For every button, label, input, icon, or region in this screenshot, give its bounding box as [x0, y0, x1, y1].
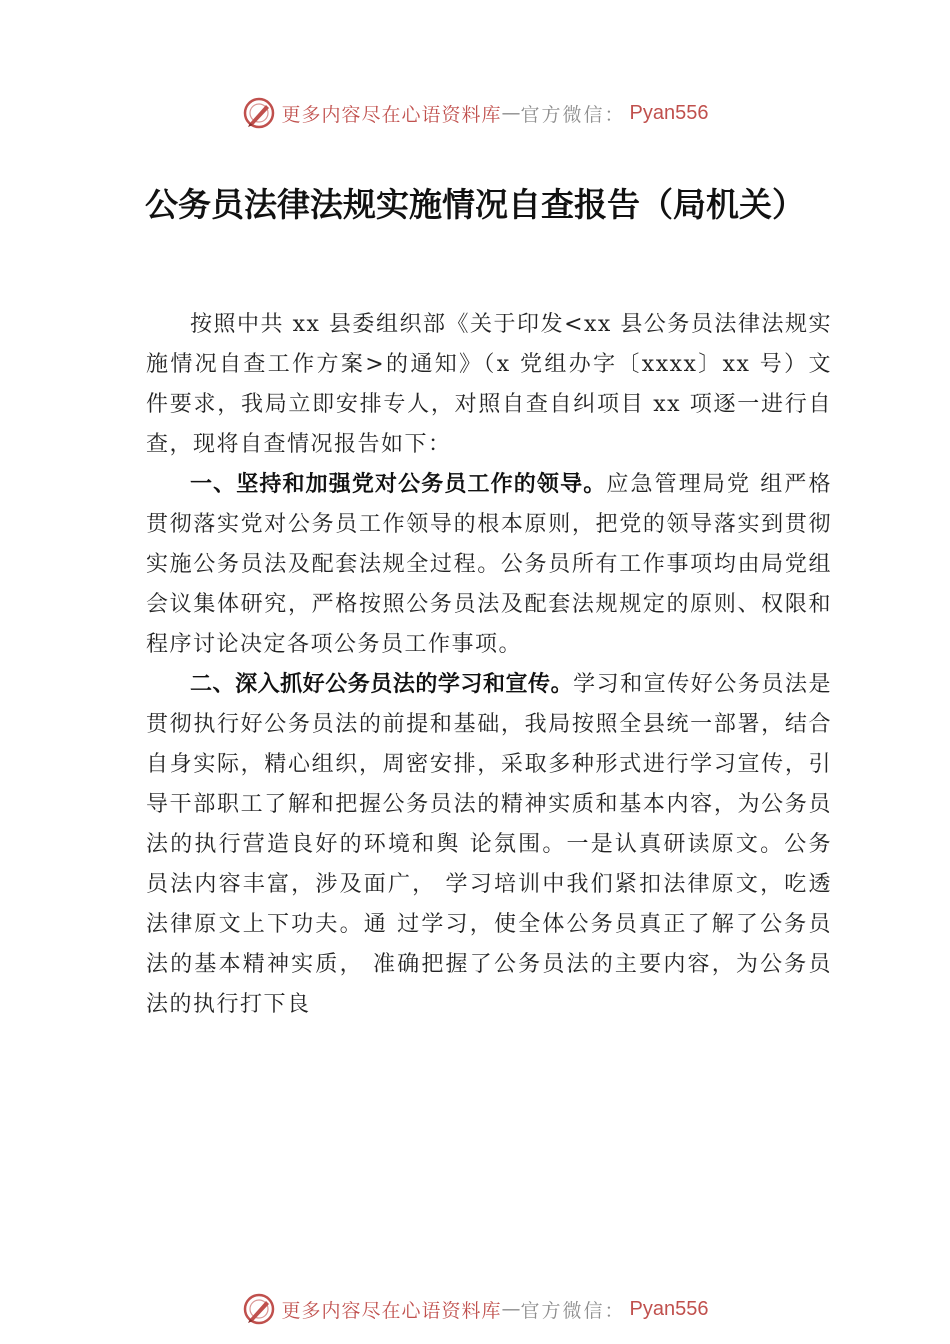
banner-dash: —: [501, 102, 521, 124]
paragraph-section-2: [146, 665, 832, 1025]
pen-logo-icon: [242, 1292, 276, 1326]
paragraph-text: 按照中共 xx 县委组织部《关于印发<xx 县公务员法律法规实施情况自查工作方案>的通知》（x 党组办字〔xxxx〕xx 号）文件要求，我局立即安排专人，对照自查自纠项目 xx 项逐一进行自查，现将自查情况报告如下：: [146, 312, 832, 457]
paragraph-intro: [146, 305, 832, 465]
pen-logo-icon: [242, 96, 276, 130]
paragraph-text: 学习和宣传好公务员法是贯彻执行好公务员法的前提和基础，我局按照全县统一部署，结合自身实际，精心组织，周密安排，采取多种形式进行学习宣传，引导干部职工了解和把握公务员法的精神实质和基本内容，为公务员法的执行营造良好的环境和舆 论氛围。一是认真研读原文。公务员法内容丰富，涉及面广， 学习培训中我们紧扣法律原文，吃透法律原文上下功夫。通 过学习，使全体公务员真正了解了公务员法的基本精神实质， 准确把握了公务员法的主要内容，为公务员法的执行打下良: [146, 672, 832, 1017]
wechat-label: 官方微信：: [520, 1299, 626, 1322]
wechat-id: Pyan556: [629, 101, 709, 124]
promo-text: 更多内容尽在心语资料库: [281, 1299, 502, 1322]
promo-text: 更多内容尽在心语资料库: [281, 103, 502, 126]
wechat-id: Pyan556: [629, 1297, 709, 1320]
document-title: 公务员法律法规实施情况自查报告（局机关）: [145, 185, 805, 224]
document-body: [146, 305, 832, 1025]
banner-dash: —: [501, 1298, 521, 1320]
section-heading: 一、坚持和加强党对公务员工作的领导。: [190, 472, 607, 497]
wechat-label: 官方微信：: [520, 103, 626, 126]
paragraph-text: 应急管理局党 组严格贯彻落实党对公务员工作领导的根本原则，把党的领导落实到贯彻实施公务员法及配套法规全过程。公务员所有工作事项均由局党组会议集体研究，严格按照公务员法及配套法规规定的原则、权限和程序讨论决定各项公务员工作事项。: [146, 472, 832, 657]
header-banner: [0, 93, 950, 133]
section-heading: 二、深入抓好公务员法的学习和宣传。: [190, 672, 574, 697]
footer-banner: [0, 1289, 950, 1329]
paragraph-section-1: [146, 465, 832, 665]
